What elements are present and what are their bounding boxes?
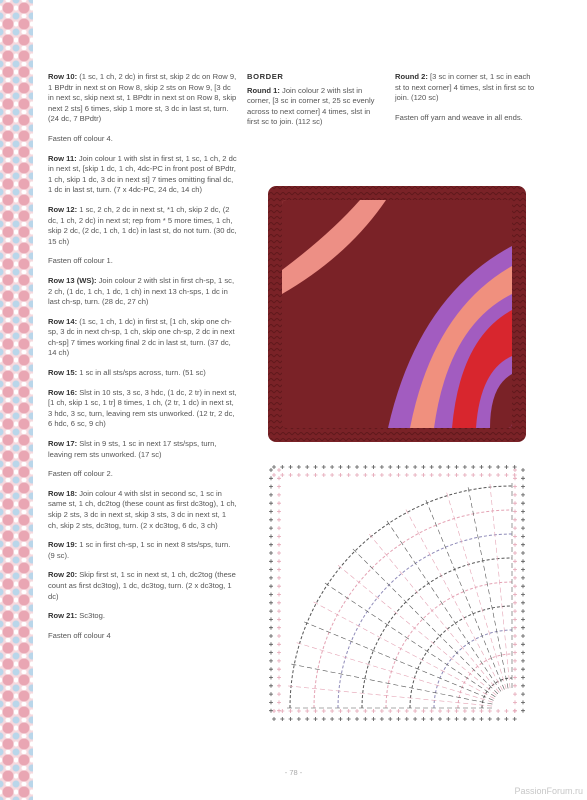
row-label: Row 19: bbox=[48, 540, 78, 550]
chart-arc-rows bbox=[287, 483, 512, 708]
chart-stitch-line bbox=[447, 493, 507, 689]
watermark: PassionForum.ru bbox=[514, 786, 583, 796]
row-text: [3 sc in corner st, 1 sc in each st to next corner] 4 times, slst in first sc to join. (120 sc) bbox=[395, 72, 535, 103]
row-text: 1 sc, 2 ch, 2 dc in next st, *1 ch, skip 2 dc, (2 dc, 1 ch, 2 dc) in next st; rep from * 5 more times, 1 ch, skip 2 dc, (2 dc, 1 ch, 1 dc) in last st, do not turn. (30 dc, 15 ch) bbox=[48, 204, 237, 246]
row-text: Fasten off colour 4. bbox=[48, 133, 113, 143]
instruction-paragraph bbox=[48, 489, 238, 531]
chart-stitch-line bbox=[304, 622, 493, 700]
row-label: Row 14: bbox=[48, 316, 78, 326]
instruction-paragraph bbox=[48, 205, 238, 247]
instruction-paragraph bbox=[48, 72, 238, 125]
row-text: Join colour 4 with slst in second sc, 1 sc in same st, 1 ch, dc2tog (these count as first dc3tog), 1 ch, skip 2 sts, 3 dc in next st, skip 3 sts, 3 dc in next st, 1 ch, skip 2 sts, dc3tog, turn. (2 x dc3tog, 6 dc, 3 ch) bbox=[48, 488, 237, 530]
row-text: Fasten off colour 4 bbox=[48, 630, 111, 640]
instruction-paragraph bbox=[48, 631, 238, 642]
row-label: Row 13 (WS): bbox=[48, 275, 97, 285]
pattern-rows-column bbox=[48, 72, 238, 650]
row-label: Row 21: bbox=[48, 611, 78, 621]
instruction-paragraph bbox=[48, 317, 238, 359]
row-text: Join colour 1 with slst in first st, 1 sc, 1 ch, 2 dc in next st, [skip 1 dc, 1 ch, 4dc-PC in front post of BPdtr, 1 ch, skip 1 dc, 3 dc in next st] 7 times omitting final dc, 1 dc in last st, turn. (7 x 4dc-PC, 24 dc, 14 ch) bbox=[48, 153, 237, 195]
row-label: Row 17: bbox=[48, 439, 78, 449]
chart-stitch-line bbox=[314, 602, 495, 699]
row-label: Row 15: bbox=[48, 368, 78, 378]
row-text: Fasten off colour 2. bbox=[48, 469, 113, 479]
crochet-square-photo bbox=[268, 186, 526, 442]
instruction-paragraph bbox=[48, 154, 238, 196]
border-column bbox=[247, 72, 382, 137]
row-text: Skip first st, 1 sc in next st, 1 ch, dc2tog (these count as first dc3tog), 1 dc, dc3tog, turn. (2 x dc3tog, 1 dc) bbox=[48, 570, 236, 601]
row-text: Sc3tog. bbox=[77, 611, 105, 621]
chart-stitch-line bbox=[468, 487, 508, 688]
row-text: Join colour 2 with slst in first ch-sp, 1 sc, 2 ch, (1 dc, 1 ch, 1 dc, 1 ch) in next 13 ch-sps, 1 dc in last ch-sp, turn. (28 dc, 27 ch) bbox=[48, 275, 235, 307]
chart-stitch-line bbox=[291, 664, 492, 704]
row-text: Fasten off colour 1. bbox=[48, 256, 113, 266]
row-label: Row 16: bbox=[48, 387, 78, 397]
instruction-paragraph bbox=[48, 611, 238, 622]
chart-stitch-line bbox=[338, 565, 496, 695]
page-number: - 78 - bbox=[284, 768, 303, 777]
row-text: (1 sc, 1 ch, 2 dc) in first st, skip 2 dc on Row 9, 1 BPdtr in next st on Row 8, skip 2 sts on Row 9, [3 dc in next sc, skip next st, 1 BPdtr in next st on Row 8, skip next 2 sts] 6 times, skip 1 more st, 3 dc in last st, turn. (24 dc, 7 BPdtr) bbox=[48, 72, 237, 124]
row-label: Round 1: bbox=[247, 85, 280, 95]
row-text: 1 sc in all sts/sps across, turn. (51 sc) bbox=[77, 368, 206, 378]
instruction-paragraph bbox=[48, 256, 238, 267]
row-text: Join colour 2 with slst in corner, [3 sc in corner st, 25 sc evenly across to next corner] 4 times, slst in first sc to join. (112 sc) bbox=[247, 85, 375, 127]
chart-stitch-line bbox=[325, 583, 495, 697]
row-label: Row 11: bbox=[48, 153, 77, 163]
instruction-paragraph bbox=[395, 72, 535, 104]
instruction-paragraph bbox=[247, 86, 382, 128]
border-heading: BORDER bbox=[247, 72, 284, 81]
chart-stitch-line bbox=[426, 500, 504, 689]
decorative-border bbox=[0, 0, 33, 800]
row-text: Fasten off yarn and weave in all ends. bbox=[395, 112, 523, 122]
row-text: Slst in 9 sts, 1 sc in next 17 sts/sps, turn, leaving rem sts unworked. (17 sc) bbox=[48, 439, 217, 459]
instruction-paragraph bbox=[48, 368, 238, 379]
instruction-paragraph bbox=[48, 469, 238, 480]
instruction-paragraph bbox=[48, 388, 238, 430]
chart-stitch-line bbox=[369, 534, 499, 692]
row-label: Row 18: bbox=[48, 488, 78, 498]
instruction-paragraph bbox=[48, 570, 238, 602]
chart-stitch-line bbox=[297, 643, 493, 703]
chart-border-stitches bbox=[269, 465, 525, 721]
crochet-chart-diagram bbox=[266, 462, 528, 724]
instruction-paragraph bbox=[48, 439, 238, 460]
border-continued-column bbox=[395, 72, 535, 132]
instruction-paragraph bbox=[48, 134, 238, 145]
row-text: 1 sc in first ch-sp, 1 sc in next 8 sts/sps, turn. (9 sc). bbox=[48, 540, 231, 560]
row-label: Row 12: bbox=[48, 204, 78, 214]
row-label: Round 2: bbox=[395, 72, 428, 81]
row-label: Row 10: bbox=[48, 72, 78, 81]
chart-stitch-line bbox=[387, 521, 501, 691]
row-text: Slst in 10 sts, 3 sc, 3 hdc, (1 dc, 2 tr) in next st, [1 ch, skip 1 sc, 1 tr] 8 times, 1 ch, (2 tr, 1 dc) in next st, 3 hdc, 3 sc, turn, leaving rem sts unworked. (12 tr, 2 dc, 6 hdc, 6 sc, 9 ch) bbox=[48, 387, 237, 429]
row-text: (1 sc, 1 ch, 1 dc) in first st, [1 ch, skip one ch-sp, 3 dc in next ch-sp, 1 ch, skip one ch-sp, 2 dc in next ch-sp] 7 times working final 2 dc in last st, turn. (37 dc, 14 ch) bbox=[48, 316, 235, 358]
instruction-paragraph bbox=[48, 276, 238, 308]
row-label: Row 20: bbox=[48, 570, 78, 580]
instruction-paragraph bbox=[395, 113, 535, 124]
chart-stitch-line bbox=[288, 686, 492, 706]
instruction-paragraph bbox=[48, 540, 238, 561]
